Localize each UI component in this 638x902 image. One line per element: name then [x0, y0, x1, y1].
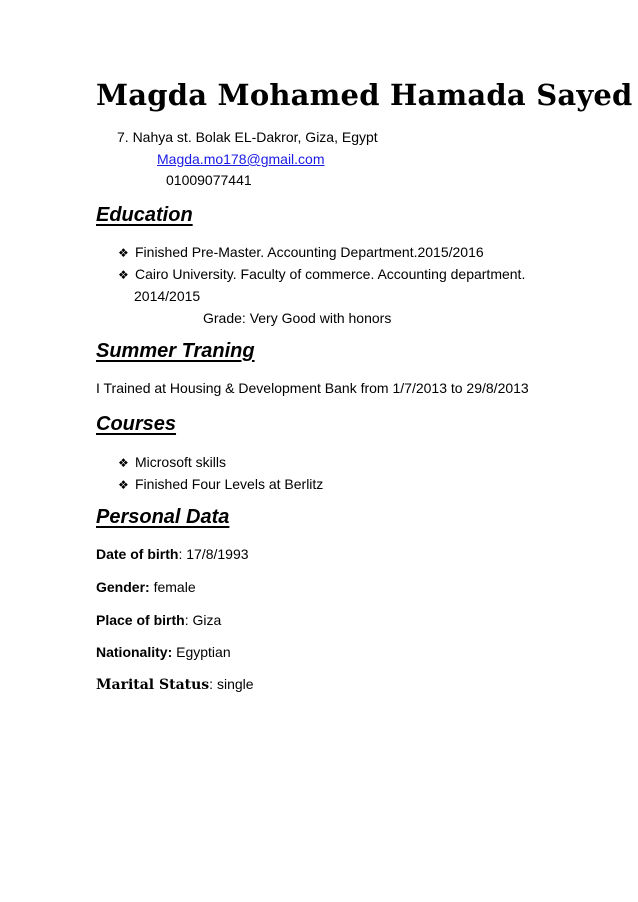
- candidate-name: Magda Mohamed Hamada Sayed: [96, 78, 633, 112]
- field-label: Gender:: [96, 579, 150, 595]
- course-item: [118, 476, 323, 492]
- marital-status-row: [96, 676, 254, 693]
- courses-heading: Courses: [96, 413, 177, 435]
- course-item-text: Finished Four Levels at Berlitz: [135, 476, 324, 492]
- education-heading: Education: [96, 204, 193, 226]
- summer-training-heading: Summer Traning: [96, 340, 255, 362]
- field-separator: :: [209, 676, 217, 692]
- education-item: [118, 244, 484, 260]
- diamond-bullet-icon: ❖: [118, 456, 129, 470]
- email-link[interactable]: Magda.mo178@gmail.com: [157, 151, 325, 167]
- field-separator: :: [184, 612, 193, 628]
- place-of-birth-row: [96, 612, 221, 628]
- education-item-text: Cairo University. Faculty of commerce. Accounting department.: [135, 266, 526, 282]
- field-value: Giza: [192, 612, 222, 628]
- field-value: single: [216, 676, 254, 692]
- course-item-text: Microsoft skills: [135, 454, 227, 470]
- field-label: Place of birth: [96, 612, 185, 628]
- summer-training-text: I Trained at Housing & Development Bank from 1/7/2013 to 29/8/2013: [96, 380, 529, 396]
- education-item-text: Finished Pre-Master. Accounting Department.2015/2016: [135, 244, 484, 260]
- field-label: Nationality:: [96, 644, 173, 660]
- diamond-bullet-icon: ❖: [118, 268, 129, 282]
- personal-data-heading: Personal Data: [96, 506, 230, 528]
- education-year: 2014/2015: [134, 288, 201, 304]
- field-value: 17/8/1993: [186, 546, 249, 562]
- diamond-bullet-icon: ❖: [118, 246, 129, 260]
- education-grade: Grade: Very Good with honors: [203, 310, 392, 326]
- nationality-row: [96, 644, 231, 660]
- diamond-bullet-icon: ❖: [118, 478, 129, 492]
- address: 7. Nahya st. Bolak EL-Dakror, Giza, Egypt: [117, 129, 378, 145]
- course-item: [118, 454, 226, 470]
- field-label: Date of birth: [96, 546, 179, 562]
- date-of-birth-row: [96, 546, 249, 562]
- gender-row: [96, 579, 196, 595]
- field-value: female: [153, 579, 196, 595]
- field-value: Egyptian: [176, 644, 231, 660]
- phone-number: 01009077441: [166, 172, 252, 188]
- field-separator: :: [178, 546, 187, 562]
- field-label: Marital Status: [96, 677, 210, 693]
- education-item: [118, 266, 525, 282]
